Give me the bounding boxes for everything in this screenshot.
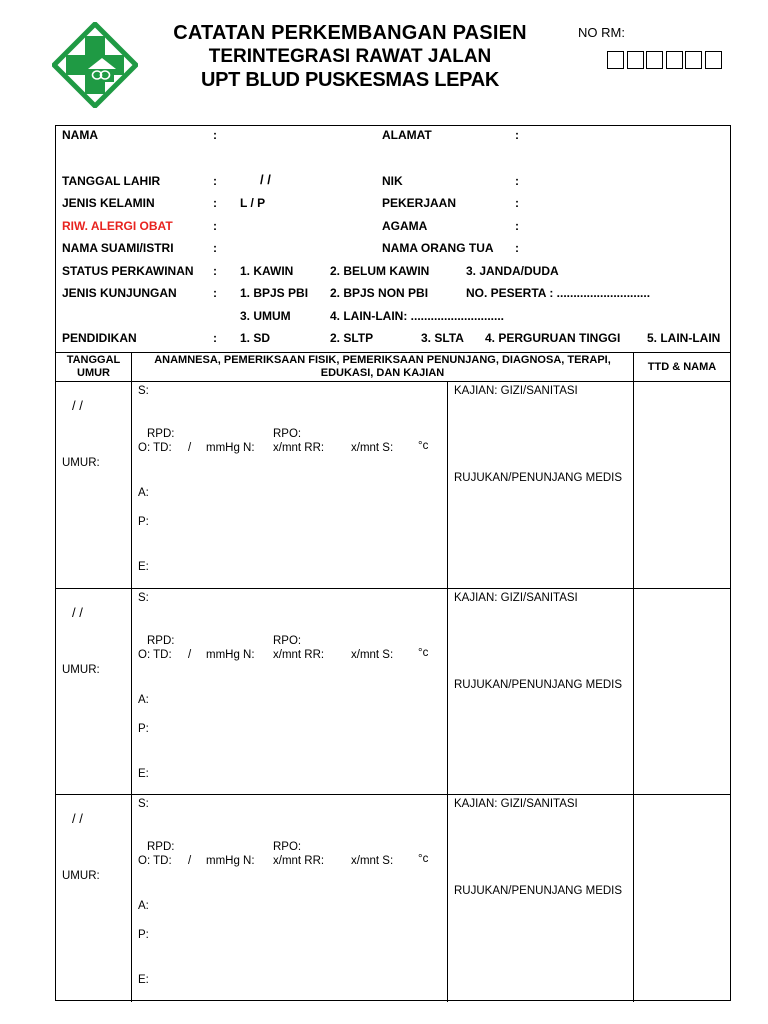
row-umur: UMUR:: [62, 457, 100, 469]
progress-table-header: [56, 352, 730, 382]
agama-label: AGAMA: [382, 219, 428, 233]
row-umur: UMUR:: [62, 664, 100, 676]
pekerjaan-colon: :: [515, 196, 519, 210]
vitals-slash: /: [188, 649, 192, 661]
rpd-label: RPD:: [147, 428, 175, 440]
kunjungan-option-lain-lain[interactable]: 4. LAIN-LAIN: ............................: [330, 309, 505, 323]
form-title-line1: CATATAN PERKEMBANGAN PASIEN: [173, 22, 527, 44]
tanggal-lahir-value[interactable]: / /: [260, 172, 271, 187]
rujukan-penunjang-medis: RUJUKAN/PENUNJANG MEDIS: [454, 679, 623, 691]
vitals-mmhg-n: mmHg N:: [206, 855, 255, 867]
row-umur: UMUR:: [62, 870, 100, 882]
vitals-celsius: °c: [418, 647, 429, 659]
soap-e: E:: [138, 561, 149, 573]
form-frame: [55, 125, 731, 1001]
header-ttd-nama: TTD & NAMA: [647, 360, 717, 373]
kajian-gizi-sanitasi: KAJIAN: GIZI/SANITASI: [454, 592, 578, 604]
no-rm-box[interactable]: [685, 51, 702, 69]
pendidikan-option-slta[interactable]: 3. SLTA: [421, 331, 464, 345]
kajian-gizi-sanitasi: KAJIAN: GIZI/SANITASI: [454, 798, 578, 810]
soap-e: E:: [138, 768, 149, 780]
vitals-slash: /: [188, 855, 192, 867]
riw-alergi-colon: :: [213, 219, 217, 233]
vitals-td: O: TD:: [138, 649, 172, 661]
jenis-kunjungan-label: JENIS KUNJUNGAN: [62, 286, 177, 300]
rujukan-penunjang-medis: RUJUKAN/PENUNJANG MEDIS: [454, 885, 623, 897]
pendidikan-option-perguruan-tinggi[interactable]: 4. PERGURUAN TINGGI: [485, 331, 621, 345]
riw-alergi-obat-label: RIW. ALERGI OBAT: [62, 219, 173, 233]
jenis-kelamin-value[interactable]: L / P: [240, 196, 266, 210]
tanggal-lahir-colon: :: [213, 174, 217, 188]
vitals-s: x/mnt S:: [351, 442, 394, 454]
status-perkawinan-colon: :: [213, 264, 217, 278]
status-perkawinan-label: STATUS PERKAWINAN: [62, 264, 194, 278]
vitals-rr: x/mnt RR:: [273, 442, 325, 454]
header-umur: UMUR: [77, 367, 110, 379]
rujukan-penunjang-medis: RUJUKAN/PENUNJANG MEDIS: [454, 472, 623, 484]
agama-colon: :: [515, 219, 519, 233]
header-anamnesa: [132, 353, 633, 381]
status-option-janda-duda[interactable]: 3. JANDA/DUDA: [466, 264, 559, 278]
no-rm-box[interactable]: [666, 51, 683, 69]
no-rm-boxes[interactable]: [607, 51, 724, 69]
form-title-line2: TERINTEGRASI RAWAT JALAN: [208, 46, 492, 67]
kunjungan-option-bpjs-non-pbi[interactable]: 2. BPJS NON PBI: [330, 286, 429, 300]
no-peserta-field[interactable]: NO. PESERTA : ............................: [466, 286, 651, 300]
soap-p: P:: [138, 723, 149, 735]
rpd-label: RPD:: [147, 841, 175, 853]
vitals-mmhg-n: mmHg N:: [206, 649, 255, 661]
vitals-s: x/mnt S:: [351, 649, 394, 661]
table-row: [56, 795, 730, 1000]
nama-suami-istri-colon: :: [213, 241, 217, 255]
vitals-celsius: °c: [418, 853, 429, 865]
vitals-slash: /: [188, 442, 192, 454]
row-date[interactable]: / /: [72, 605, 83, 620]
tanggal-lahir-label: TANGGAL LAHIR: [62, 174, 161, 188]
vitals-td: O: TD:: [138, 855, 172, 867]
nik-label: NIK: [382, 174, 403, 188]
nama-orang-tua-label: NAMA ORANG TUA: [382, 241, 494, 255]
row-date[interactable]: / /: [72, 398, 83, 413]
row-date[interactable]: / /: [72, 811, 83, 826]
jenis-kelamin-label: JENIS KELAMIN: [62, 196, 155, 210]
soap-p: P:: [138, 516, 149, 528]
soap-a: A:: [138, 694, 149, 706]
no-rm-box[interactable]: [646, 51, 663, 69]
jenis-kunjungan-colon: :: [213, 286, 217, 300]
header-anamnesa-line2: EDUKASI, DAN KAJIAN: [320, 367, 445, 379]
no-rm-box[interactable]: [627, 51, 644, 69]
kunjungan-option-bpjs-pbi[interactable]: 1. BPJS PBI: [240, 286, 309, 300]
soap-s: S:: [138, 385, 149, 397]
nama-suami-istri-label: NAMA SUAMI/ISTRI: [62, 241, 174, 255]
soap-p: P:: [138, 929, 149, 941]
header-anamnesa-line1: ANAMNESA, PEMERIKSAAN FISIK, PEMERIKSAAN PENUNJANG, DIAGNOSA, TERAPI,: [154, 354, 611, 367]
patient-info-section: [56, 126, 730, 352]
rpo-label: RPO:: [273, 841, 302, 853]
pendidikan-colon: :: [213, 331, 217, 345]
pendidikan-option-sltp[interactable]: 2. SLTP: [330, 331, 374, 345]
header-tanggal-umur: [56, 353, 131, 381]
vitals-celsius: °c: [418, 440, 429, 452]
nik-colon: :: [515, 174, 519, 188]
nama-colon: :: [213, 128, 217, 142]
nama-label: NAMA: [62, 128, 98, 142]
kajian-gizi-sanitasi: KAJIAN: GIZI/SANITASI: [454, 385, 578, 397]
vitals-mmhg-n: mmHg N:: [206, 442, 255, 454]
soap-a: A:: [138, 487, 149, 499]
table-row: [56, 589, 730, 794]
jenis-kelamin-colon: :: [213, 196, 217, 210]
rpo-label: RPO:: [273, 635, 302, 647]
pendidikan-option-sd[interactable]: 1. SD: [240, 331, 271, 345]
header-tanggal: TANGGAL: [66, 354, 121, 367]
soap-a: A:: [138, 900, 149, 912]
alamat-colon: :: [515, 128, 519, 142]
vitals-rr: x/mnt RR:: [273, 649, 325, 661]
rpo-label: RPO:: [273, 428, 302, 440]
pendidikan-option-lain-lain[interactable]: 5. LAIN-LAIN: [647, 331, 721, 345]
soap-s: S:: [138, 798, 149, 810]
table-row: [56, 382, 730, 588]
no-rm-label: NO RM:: [578, 25, 625, 40]
no-rm-box[interactable]: [607, 51, 624, 69]
pekerjaan-label: PEKERJAAN: [382, 196, 457, 210]
alamat-label: ALAMAT: [382, 128, 432, 142]
form-title-line3: UPT BLUD PUSKESMAS LEPAK: [200, 69, 499, 91]
soap-e: E:: [138, 974, 149, 986]
status-option-belum-kawin[interactable]: 2. BELUM KAWIN: [330, 264, 430, 278]
vitals-td: O: TD:: [138, 442, 172, 454]
nama-orang-tua-colon: :: [515, 241, 519, 255]
kunjungan-option-umum[interactable]: 3. UMUM: [240, 309, 291, 323]
puskesmas-logo-icon: [52, 22, 138, 108]
no-rm-box[interactable]: [705, 51, 722, 69]
soap-s: S:: [138, 592, 149, 604]
vitals-s: x/mnt S:: [351, 855, 394, 867]
pendidikan-label: PENDIDIKAN: [62, 331, 137, 345]
vitals-rr: x/mnt RR:: [273, 855, 325, 867]
rpd-label: RPD:: [147, 635, 175, 647]
status-option-kawin[interactable]: 1. KAWIN: [240, 264, 294, 278]
